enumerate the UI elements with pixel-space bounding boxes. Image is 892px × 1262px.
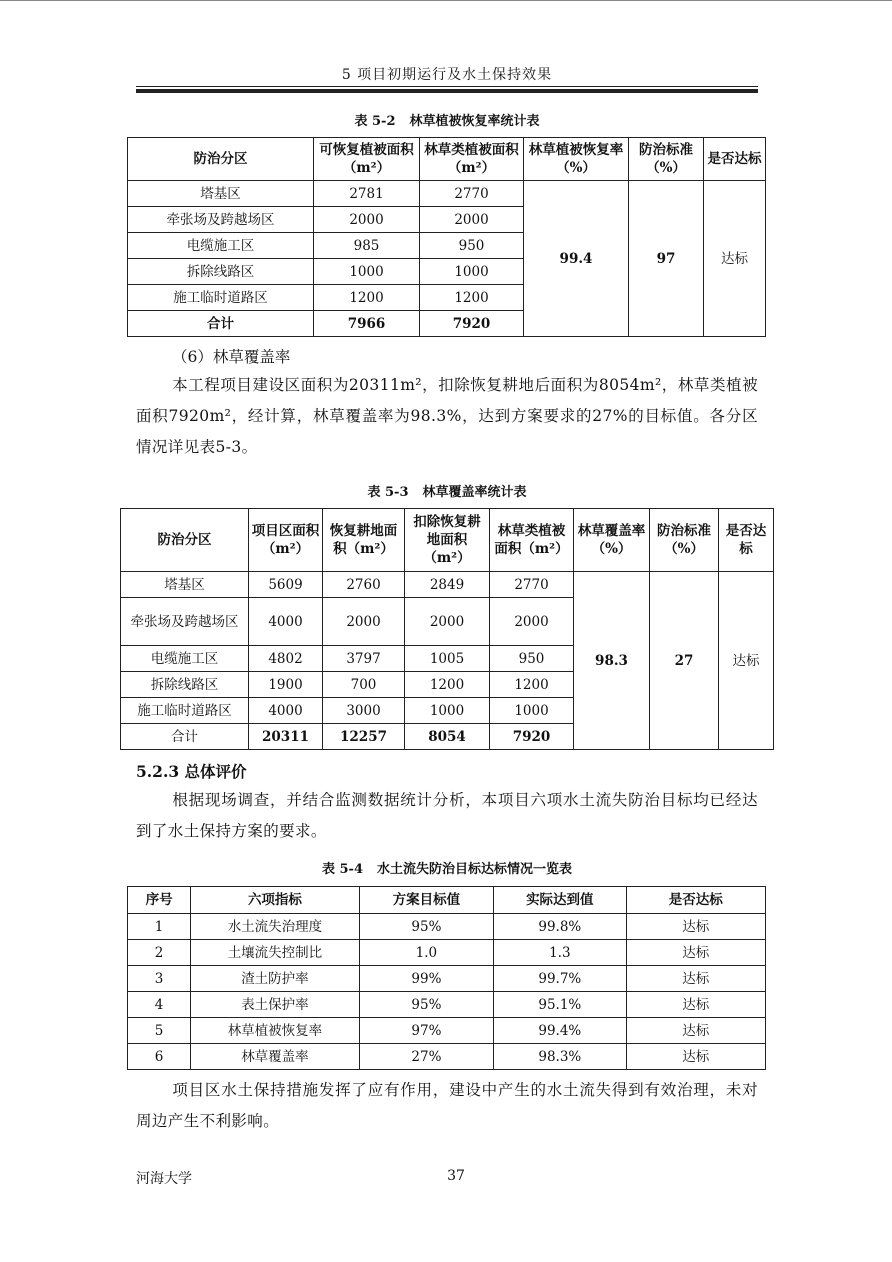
section-5-2-3-paragraph-text: 根据现场调查，并结合监测数据统计分析，本项目六项水土流失防治目标均已经达到了水土保持方案的要求。 <box>136 791 758 840</box>
result-cell: 达标 <box>626 940 765 966</box>
page-top-border <box>0 0 892 1</box>
table-5-3-header: 扣除恢复耕地面积（m²） <box>405 509 490 572</box>
table-5-4-caption-number: 表 5-4 <box>321 862 363 877</box>
zone-cell: 施工临时道路区 <box>128 285 314 311</box>
index-cell: 6 <box>128 1044 191 1070</box>
coverage-rate-cell: 98.3 <box>574 572 650 750</box>
table-5-2-header: 可恢复植被面积（m²） <box>314 138 420 181</box>
result-cell: 达标 <box>704 181 766 337</box>
vegetation-area-cell: 2000 <box>490 598 574 646</box>
zone-cell: 电缆施工区 <box>128 233 314 259</box>
section-6-paragraph-text: 本工程项目建设区面积为20311m²，扣除恢复耕地后面积为8054m²，林草类植被面积7920m²，经计算，林草覆盖率为98.3%，达到方案要求的27%的目标值。各分区情况详见表5-3。 <box>136 376 758 456</box>
table-row <box>128 914 766 940</box>
vegetation-area-cell: 1000 <box>420 259 524 285</box>
farmland-area-cell: 3797 <box>323 646 405 672</box>
vegetation-area-cell: 1200 <box>420 285 524 311</box>
standard-cell: 27 <box>650 572 719 750</box>
total-vegetation-cell: 7920 <box>420 311 524 337</box>
result-cell: 达标 <box>719 572 774 750</box>
total-project-cell: 20311 <box>249 724 323 750</box>
index-cell: 5 <box>128 1018 191 1044</box>
net-area-cell: 1000 <box>405 698 490 724</box>
section-6-paragraph <box>136 370 758 463</box>
table-5-4-header: 实际达到值 <box>494 887 626 914</box>
zone-cell: 电缆施工区 <box>121 646 249 672</box>
net-area-cell: 1200 <box>405 672 490 698</box>
target-cell: 95% <box>359 914 493 940</box>
index-cell: 1 <box>128 914 191 940</box>
table-row <box>128 940 766 966</box>
result-cell: 达标 <box>626 1044 765 1070</box>
vegetation-area-cell: 2770 <box>490 572 574 598</box>
target-cell: 97% <box>359 1018 493 1044</box>
closing-paragraph <box>136 1075 758 1137</box>
zone-cell: 牵张场及跨越场区 <box>128 207 314 233</box>
total-recoverable-cell: 7966 <box>314 311 420 337</box>
target-cell: 1.0 <box>359 940 493 966</box>
table-5-3 <box>120 508 774 750</box>
total-label-cell: 合计 <box>128 311 314 337</box>
target-cell: 27% <box>359 1044 493 1070</box>
net-area-cell: 2000 <box>405 598 490 646</box>
zone-cell: 牵张场及跨越场区 <box>121 598 249 646</box>
recoverable-area-cell: 1000 <box>314 259 420 285</box>
target-cell: 95% <box>359 992 493 1018</box>
vegetation-area-cell: 2770 <box>420 181 524 207</box>
project-area-cell: 5609 <box>249 572 323 598</box>
table-5-4-caption-text: 水土流失防治目标达标情况一览表 <box>377 862 573 877</box>
indicator-cell: 林草植被恢复率 <box>191 1018 360 1044</box>
recoverable-area-cell: 2000 <box>314 207 420 233</box>
table-row <box>128 992 766 1018</box>
page-number: 37 <box>447 1168 465 1184</box>
indicator-cell: 林草覆盖率 <box>191 1044 360 1070</box>
project-area-cell: 4000 <box>249 598 323 646</box>
zone-cell: 塔基区 <box>128 181 314 207</box>
total-farmland-cell: 12257 <box>323 724 405 750</box>
table-5-3-caption <box>136 481 758 500</box>
indicator-cell: 渣土防护率 <box>191 966 360 992</box>
header-rule-thin <box>136 86 758 87</box>
footer-institution: 河海大学 <box>136 1171 192 1187</box>
header-rule-thick <box>136 89 758 93</box>
table-5-2-caption-text: 林草植被恢复率统计表 <box>409 114 540 129</box>
table-5-3-header: 防治标准（%） <box>650 509 719 572</box>
indicator-cell: 土壤流失控制比 <box>191 940 360 966</box>
table-row <box>128 1018 766 1044</box>
actual-cell: 99.4% <box>494 1018 626 1044</box>
zone-cell: 拆除线路区 <box>121 672 249 698</box>
total-net-cell: 8054 <box>405 724 490 750</box>
net-area-cell: 1005 <box>405 646 490 672</box>
table-row <box>128 966 766 992</box>
vegetation-area-cell: 950 <box>420 233 524 259</box>
index-cell: 3 <box>128 966 191 992</box>
table-5-2-header: 林草类植被面积（m²） <box>420 138 524 181</box>
table-5-4-header-row <box>128 887 766 914</box>
table-5-2-header: 防治分区 <box>128 138 314 181</box>
table-5-2-header: 是否达标 <box>704 138 766 181</box>
table-5-3-caption-text: 林草覆盖率统计表 <box>422 485 527 500</box>
farmland-area-cell: 2000 <box>323 598 405 646</box>
zone-cell: 塔基区 <box>121 572 249 598</box>
table-5-4-caption <box>136 858 758 877</box>
table-5-4-header: 序号 <box>128 887 191 914</box>
table-5-2-caption-number: 表 5-2 <box>354 114 396 129</box>
recoverable-area-cell: 2781 <box>314 181 420 207</box>
project-area-cell: 1900 <box>249 672 323 698</box>
result-cell: 达标 <box>626 914 765 940</box>
project-area-cell: 4802 <box>249 646 323 672</box>
table-5-3-header: 林草类植被面积（m²） <box>490 509 574 572</box>
farmland-area-cell: 2760 <box>323 572 405 598</box>
table-5-4-header: 六项指标 <box>191 887 360 914</box>
farmland-area-cell: 3000 <box>323 698 405 724</box>
table-5-2-header-row <box>128 138 766 181</box>
project-area-cell: 4000 <box>249 698 323 724</box>
table-5-3-header: 林草覆盖率（%） <box>574 509 650 572</box>
vegetation-area-cell: 1200 <box>490 672 574 698</box>
table-5-4-header: 是否达标 <box>626 887 765 914</box>
standard-cell: 97 <box>629 181 704 337</box>
total-vegetation-cell: 7920 <box>490 724 574 750</box>
net-area-cell: 2849 <box>405 572 490 598</box>
table-row <box>121 572 774 598</box>
actual-cell: 98.3% <box>494 1044 626 1070</box>
index-cell: 2 <box>128 940 191 966</box>
table-row <box>128 1044 766 1070</box>
vegetation-area-cell: 2000 <box>420 207 524 233</box>
result-cell: 达标 <box>626 992 765 1018</box>
actual-cell: 99.7% <box>494 966 626 992</box>
table-5-3-header: 恢复耕地面积（m²） <box>323 509 405 572</box>
table-5-4 <box>127 886 766 1070</box>
farmland-area-cell: 700 <box>323 672 405 698</box>
vegetation-area-cell: 1000 <box>490 698 574 724</box>
result-cell: 达标 <box>626 966 765 992</box>
zone-cell: 拆除线路区 <box>128 259 314 285</box>
actual-cell: 95.1% <box>494 992 626 1018</box>
indicator-cell: 表土保护率 <box>191 992 360 1018</box>
actual-cell: 1.3 <box>494 940 626 966</box>
table-5-2 <box>127 137 766 337</box>
index-cell: 4 <box>128 992 191 1018</box>
recovery-rate-cell: 99.4 <box>524 181 629 337</box>
closing-paragraph-text: 项目区水土保持措施发挥了应有作用，建设中产生的水土流失得到有效治理，未对周边产生不利影响。 <box>136 1081 758 1130</box>
section-5-2-3-heading: 5.2.3 总体评价 <box>136 762 247 781</box>
result-cell: 达标 <box>626 1018 765 1044</box>
table-row <box>128 181 766 207</box>
table-5-4-header: 方案目标值 <box>359 887 493 914</box>
table-5-3-header: 是否达标 <box>719 509 774 572</box>
vegetation-area-cell: 950 <box>490 646 574 672</box>
section-5-2-3-paragraph <box>136 785 758 847</box>
target-cell: 99% <box>359 966 493 992</box>
indicator-cell: 水土流失治理度 <box>191 914 360 940</box>
table-5-3-caption-number: 表 5-3 <box>367 485 409 500</box>
actual-cell: 99.8% <box>494 914 626 940</box>
table-5-3-header: 防治分区 <box>121 509 249 572</box>
table-5-2-header: 林草植被恢复率（%） <box>524 138 629 181</box>
total-label-cell: 合计 <box>121 724 249 750</box>
table-5-3-header: 项目区面积（m²） <box>249 509 323 572</box>
recoverable-area-cell: 985 <box>314 233 420 259</box>
recoverable-area-cell: 1200 <box>314 285 420 311</box>
table-5-2-header: 防治标准（%） <box>629 138 704 181</box>
section-6-heading: （6）林草覆盖率 <box>172 348 291 366</box>
running-header: 5 项目初期运行及水土保持效果 <box>341 67 553 83</box>
zone-cell: 施工临时道路区 <box>121 698 249 724</box>
table-5-3-header-row <box>121 509 774 572</box>
table-5-2-caption <box>136 110 758 129</box>
